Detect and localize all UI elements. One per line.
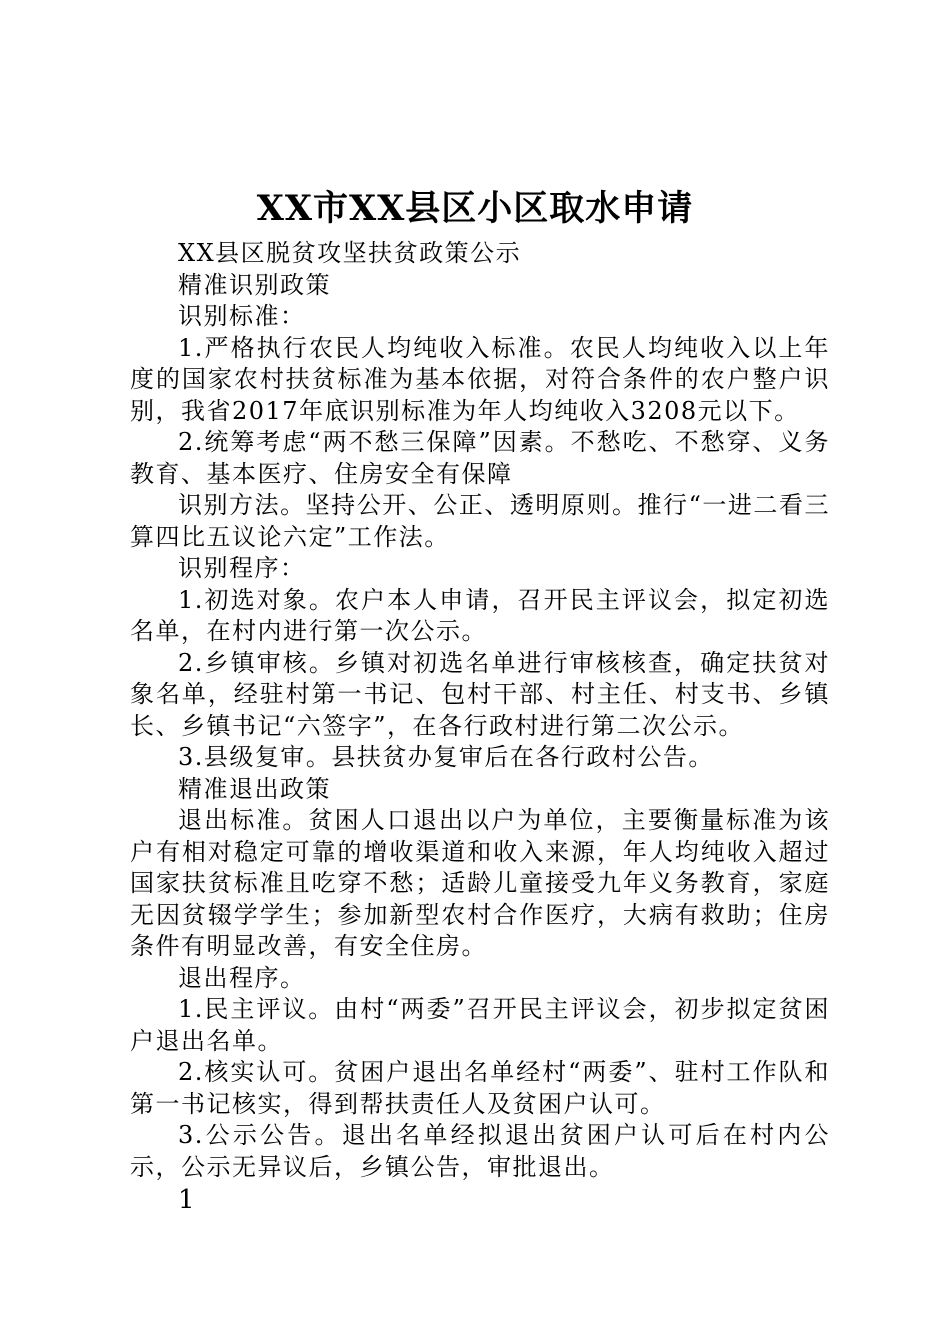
paragraph-subtitle: XX县区脱贫攻坚扶贫政策公示 xyxy=(178,239,522,267)
paragraph: 退出标准。贫困人口退出以户为单位，主要衡量标准为该户有相对稳定可靠的增收渠道和收入来源，年人均纯收入超过国家扶贫标准且吃穿不愁；适龄儿童接受九年义务教育，家庭无因贫辍学学生；参加新型农村合作医疗，大病有救助；住房条件有明显改善，有安全住房。 xyxy=(130,806,830,960)
paragraph: 1.民主评议。由村“两委”召开民主评议会，初步拟定贫困户退出名单。 xyxy=(130,995,830,1055)
paragraph-section-heading: 精准识别政策 xyxy=(178,270,331,299)
paragraph-subheading: 识别标准： xyxy=(178,302,306,330)
paragraph: 3.县级复审。县扶贫办复审后在各行政村公告。 xyxy=(178,743,714,771)
page-number: 1 xyxy=(178,1185,197,1215)
paragraph: 1.严格执行农民人均纯收入标准。农民人均纯收入以上年度的国家农村扶贫标准为基本依据，对符合条件的农户整户识别，我省2017年底识别标准为年人均纯收入3208元以下。 xyxy=(130,333,830,425)
document-title: XX市XX县区小区取水申请 xyxy=(256,188,694,229)
document-body xyxy=(130,238,830,1217)
paragraph-subheading: 退出程序。 xyxy=(178,963,306,992)
paragraph: 2.乡镇审核。乡镇对初选名单进行审核核查，确定扶贫对象名单，经驻村第一书记、包村干部、村主任、村支书、乡镇长、乡镇书记“六签字”，在各行政村进行第二次公示。 xyxy=(130,648,830,740)
paragraph: 2.统筹考虑“两不愁三保障”因素。不愁吃、不愁穿、义务教育、基本医疗、住房安全有保障 xyxy=(130,428,830,488)
paragraph-section-heading: 精准退出政策 xyxy=(178,774,331,803)
paragraph: 2.核实认可。贫困户退出名单经村“两委”、驻村工作队和第一书记核实，得到帮扶责任人及贫困户认可。 xyxy=(130,1058,830,1118)
paragraph: 3.公示公告。退出名单经拟退出贫困户认可后在村内公示，公示无异议后，乡镇公告，审批退出。 xyxy=(130,1121,830,1181)
paragraph: 1.初选对象。农户本人申请，召开民主评议会，拟定初选名单，在村内进行第一次公示。 xyxy=(130,585,830,645)
paragraph-subheading: 识别程序： xyxy=(178,554,306,582)
paragraph: 识别方法。坚持公开、公正、透明原则。推行“一进二看三算四比五议论六定”工作法。 xyxy=(130,491,830,551)
